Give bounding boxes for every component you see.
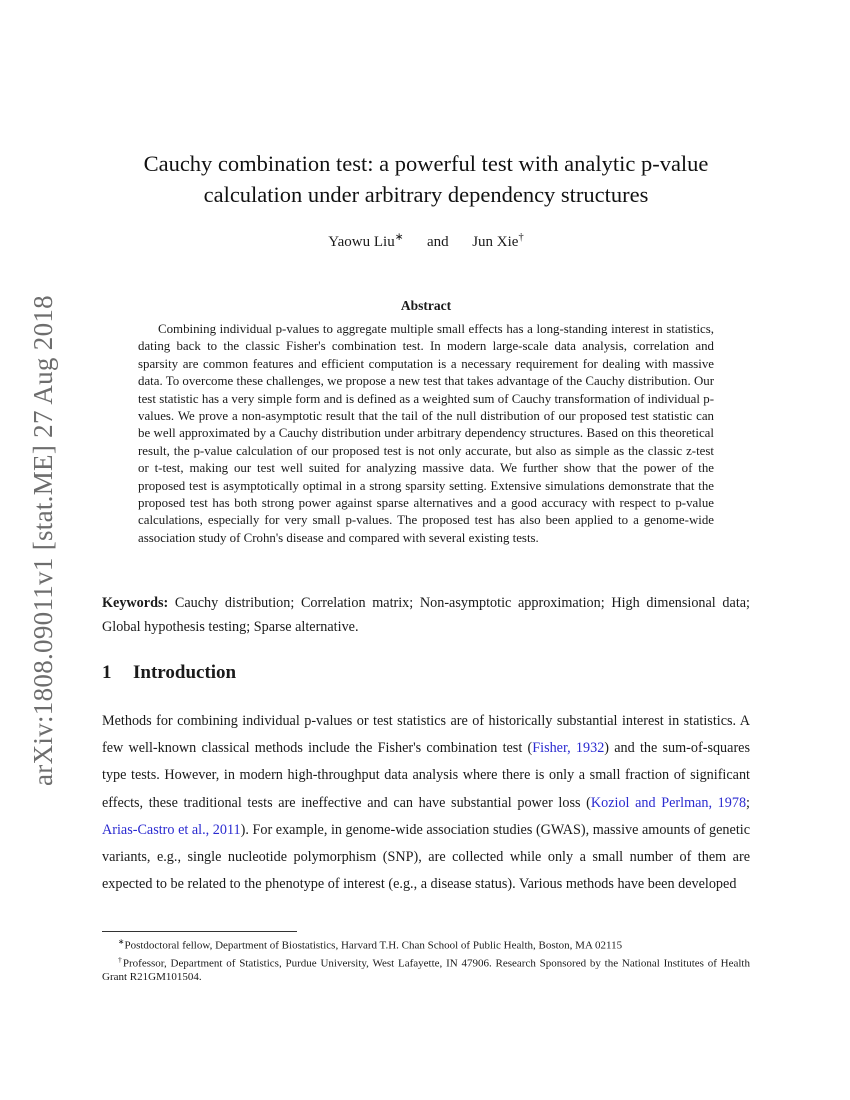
citation-link-fisher[interactable]: Fisher, 1932 <box>532 740 605 757</box>
section-title: Introduction <box>133 662 237 683</box>
intro-text-2: ) and the sum-of-squares type tests. However, in modern high-throughput data analysis where there is only a small fraction of significant effects, these traditional tests are ineffective and can have substantial power loss ( <box>102 740 750 811</box>
footnote-2-mark: † <box>118 954 123 964</box>
footnote-2-text: Professor, Department of Statistics, Purdue University, West Lafayette, IN 47906. Research Sponsored by the National Institutes of Health Grant R21GM101504. <box>102 957 750 984</box>
author-list <box>102 231 750 251</box>
footnote-1 <box>102 935 750 953</box>
keywords <box>102 591 750 639</box>
intro-text-3: ). For example, in genome-wide association studies (GWAS), massive amounts of genetic variants, e.g., single nucleotide polymorphism (SNP), are collected while only a small number of them are expected to be related to the phenotype of interest (e.g., a disease status). Various methods have been developed <box>102 821 750 893</box>
citation-separator: ; <box>746 794 750 811</box>
author-conjunction: and <box>427 234 449 250</box>
footnote-1-mark: ∗ <box>118 937 125 946</box>
abstract-heading: Abstract <box>400 298 452 313</box>
keywords-label: Keywords: <box>102 595 169 611</box>
author-1-mark: ∗ <box>394 232 404 243</box>
arxiv-stamp <box>18 280 68 800</box>
abstract-text: Combining individual p-values to aggregate multiple small effects has a long-standing interest in statistics, dating back to the classic Fisher's combination test. In modern large-scale data analysis, correlation and sparsity are common features and efficient computation is a necessary requirement for dealing with massive data. To overcome these challenges, we propose a new test that takes advantage of the Cauchy distribution. Our test statistic has a very simple form and is defined as a weighted sum of Cauchy transformation of individual p-values. We prove a non-asymptotic result that the tail of the null distribution of our proposed test statistic can be well approximated by a Cauchy distribution under arbitrary dependency structures. Based on this theoretical result, the p-value calculation of our proposed test is not only accurate, but also as simple as the classic z-test or t-test, making our test well suited for analyzing massive data. We further show that the power of the proposed test is asymptotically optimal in a strong sparsity setting. Extensive simulations demonstrate that the proposed test has both strong power against sparse alternatives and a good accuracy with respect to p-value calculations, especially for very small p-values. The proposed test has also been applied to a genome-wide association study of Crohn's disease and compared with several existing tests. <box>138 322 714 545</box>
footnote-1-text: Postdoctoral fellow, Department of Biostatistics, Harvard T.H. Chan School of Public Health, Boston, MA 02115 <box>124 939 623 952</box>
citation-link-arias-castro[interactable]: Arias-Castro et al., 2011 <box>102 821 241 838</box>
citation-link-koziol[interactable]: Koziol and Perlman, 1978 <box>590 794 747 811</box>
author-2-mark: † <box>518 232 524 243</box>
arxiv-stamp-text: arXiv:1808.09011v1 [stat.ME] 27 Aug 2018 <box>27 294 58 786</box>
keywords-text: Cauchy distribution; Correlation matrix; Non-asymptotic approximation; High dimensional data; Global hypothesis testing; Sparse alternative. <box>102 595 750 635</box>
title-line-1: Cauchy combination test: a powerful test with analytic p-value <box>143 151 709 176</box>
section-heading <box>102 662 750 684</box>
paper-title <box>102 148 750 210</box>
intro-paragraph <box>102 708 750 898</box>
intro-text-1: Methods for combining individual p-values or test statistics are of historically substantial interest in statistics. A few well-known classical methods include the Fisher's combination test ( <box>102 713 750 757</box>
section-number: 1 <box>102 662 112 683</box>
footnotes <box>102 935 750 984</box>
footnote-rule <box>102 931 297 932</box>
author-2: Jun Xie <box>472 234 519 250</box>
author-1: Yaowu Liu <box>328 234 395 250</box>
title-line-2: calculation under arbitrary dependency structures <box>203 182 649 207</box>
footnote-2 <box>102 953 750 985</box>
